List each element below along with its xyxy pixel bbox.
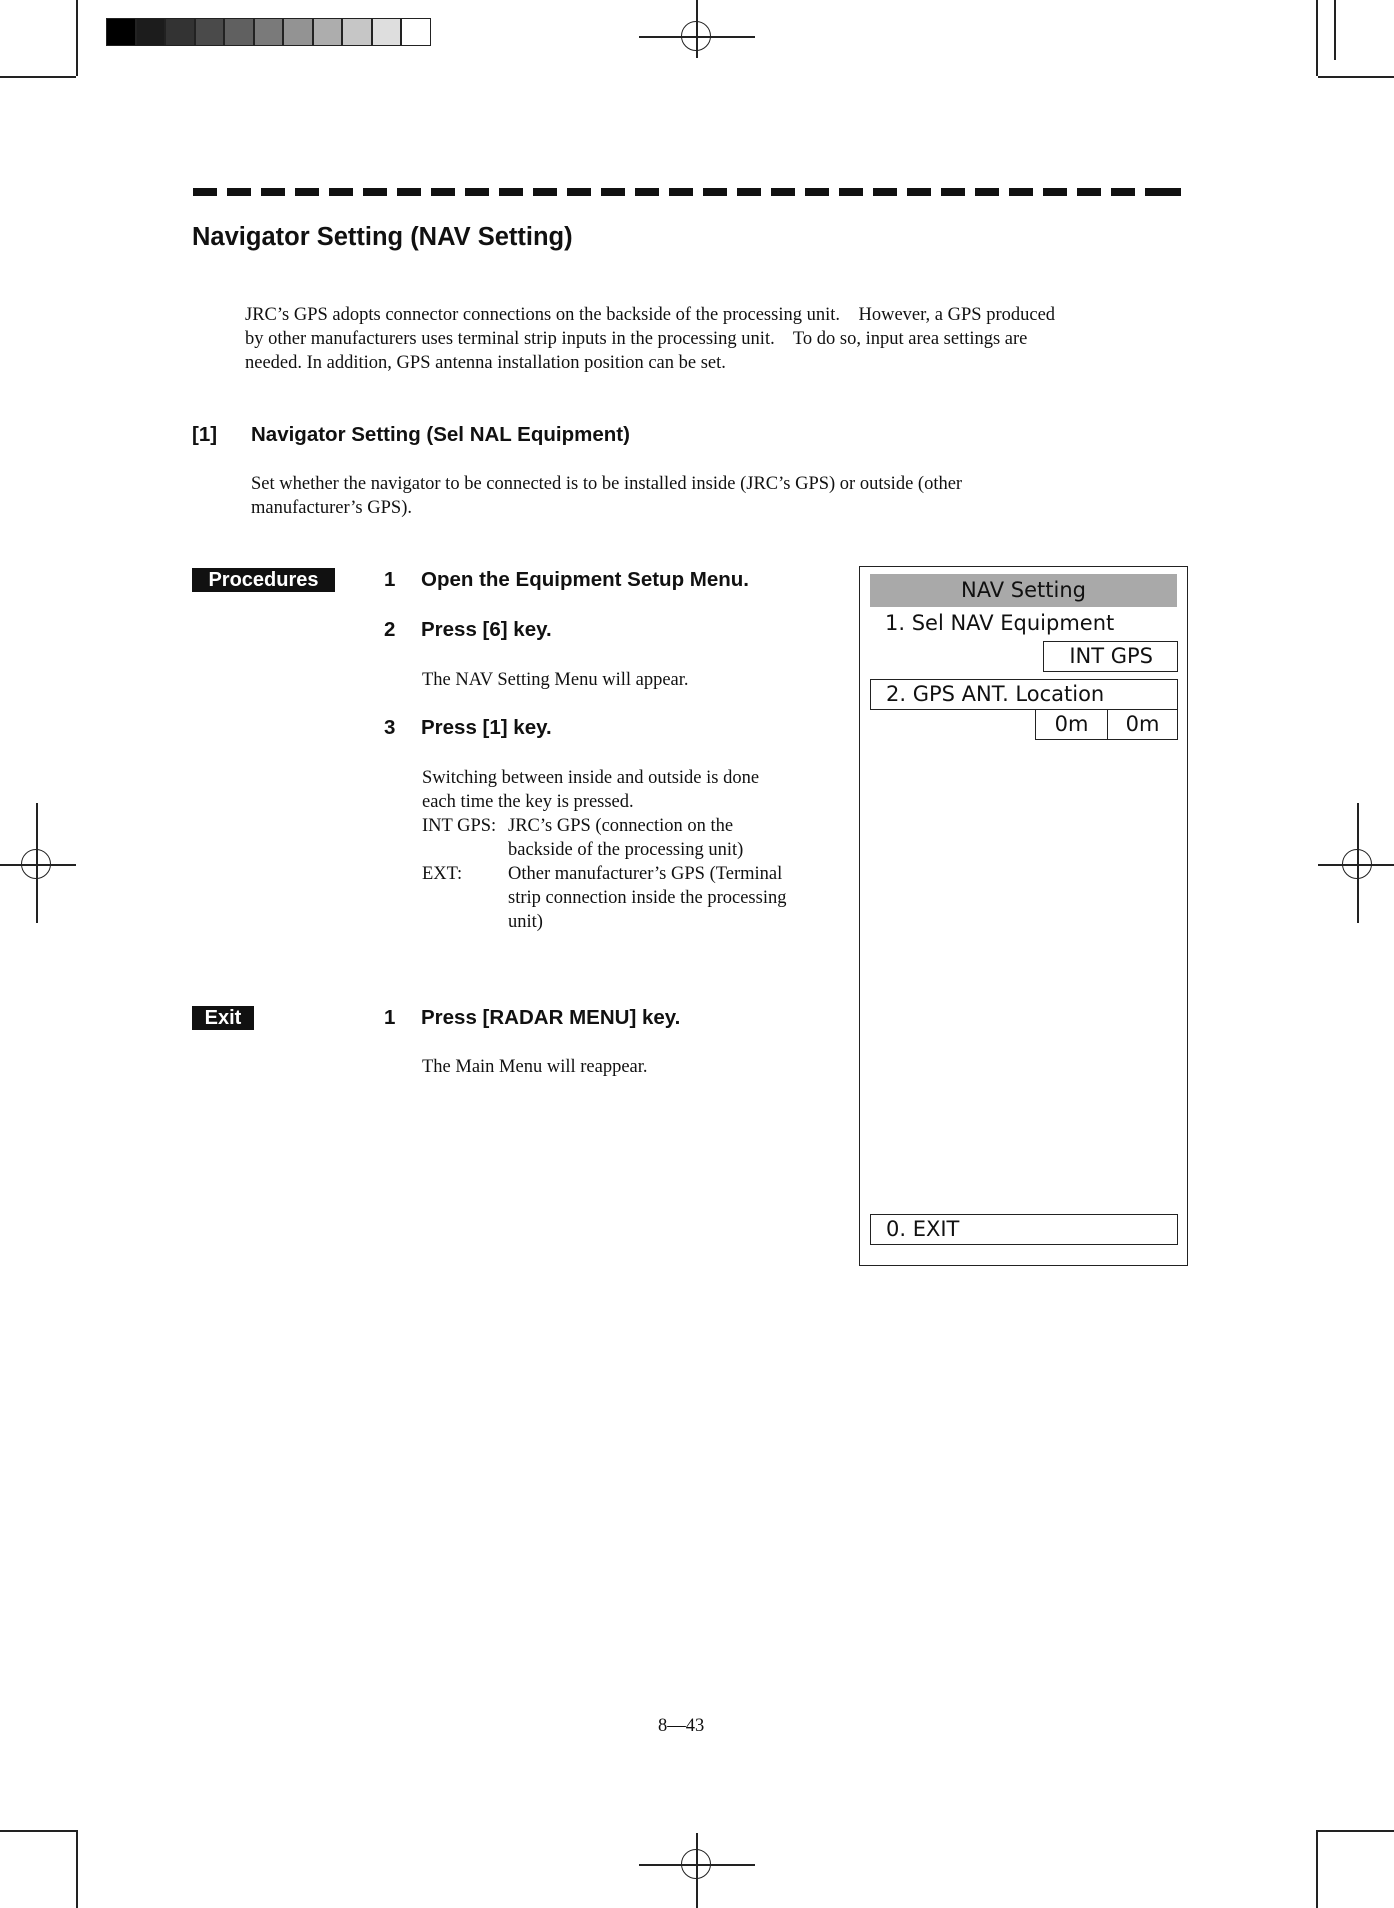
section-desc-line: Set whether the navigator to be connected is to be installed inside (JRC’s GPS) or outside (other — [251, 474, 963, 494]
step-number: 1 — [384, 1006, 396, 1029]
nav-equipment-value[interactable]: INT GPS — [1043, 641, 1178, 672]
step-text: Press [1] key. — [421, 716, 552, 739]
option-label: INT GPS: — [422, 816, 497, 836]
section-title: Navigator Setting (Sel NAL Equipment) — [251, 423, 630, 446]
intro-line: needed. In addition, GPS antenna installation position can be set. — [245, 353, 726, 373]
nav-setting-screen — [859, 566, 1188, 1266]
section-number: [1] — [192, 423, 218, 446]
step-note: each time the key is pressed. — [422, 792, 634, 812]
step-text: Press [6] key. — [421, 618, 552, 641]
step-note: Switching between inside and outside is done — [422, 768, 760, 788]
option-label: EXT: — [422, 864, 463, 884]
section-desc-line: manufacturer’s GPS). — [251, 498, 412, 518]
step-number: 3 — [384, 716, 396, 739]
screen-title: NAV Setting — [870, 574, 1177, 607]
exit-tag: Exit — [192, 1006, 254, 1030]
gps-ant-location-value-b[interactable]: 0m — [1107, 709, 1178, 740]
option-text: Other manufacturer’s GPS (Terminal — [508, 864, 783, 884]
menu-item-sel-nav-equipment[interactable]: 1. Sel NAV Equipment — [885, 611, 1115, 635]
step-number: 1 — [384, 568, 396, 591]
menu-item-exit[interactable]: 0. EXIT — [870, 1214, 1178, 1245]
option-text: JRC’s GPS (connection on the — [508, 816, 734, 836]
procedures-tag: Procedures — [192, 568, 335, 592]
option-text: backside of the processing unit) — [508, 840, 744, 860]
option-text: strip connection inside the processing — [508, 888, 787, 908]
option-text: unit) — [508, 912, 543, 932]
page-title: Navigator Setting (NAV Setting) — [192, 223, 573, 251]
step-note: The Main Menu will reappear. — [422, 1057, 648, 1077]
step-number: 2 — [384, 618, 396, 641]
gps-ant-location-value-a[interactable]: 0m — [1035, 709, 1108, 740]
intro-line: by other manufacturers uses terminal strip inputs in the processing unit. To do so, input area settings are — [245, 329, 1028, 349]
page-number: 8—43 — [658, 1716, 705, 1736]
step-note: The NAV Setting Menu will appear. — [422, 670, 689, 690]
menu-item-gps-ant-location[interactable]: 2. GPS ANT. Location — [870, 679, 1178, 710]
intro-line: JRC’s GPS adopts connector connections on the backside of the processing unit. However, a GPS produced — [245, 305, 1056, 325]
step-text: Press [RADAR MENU] key. — [421, 1006, 681, 1029]
step-text: Open the Equipment Setup Menu. — [421, 568, 749, 591]
